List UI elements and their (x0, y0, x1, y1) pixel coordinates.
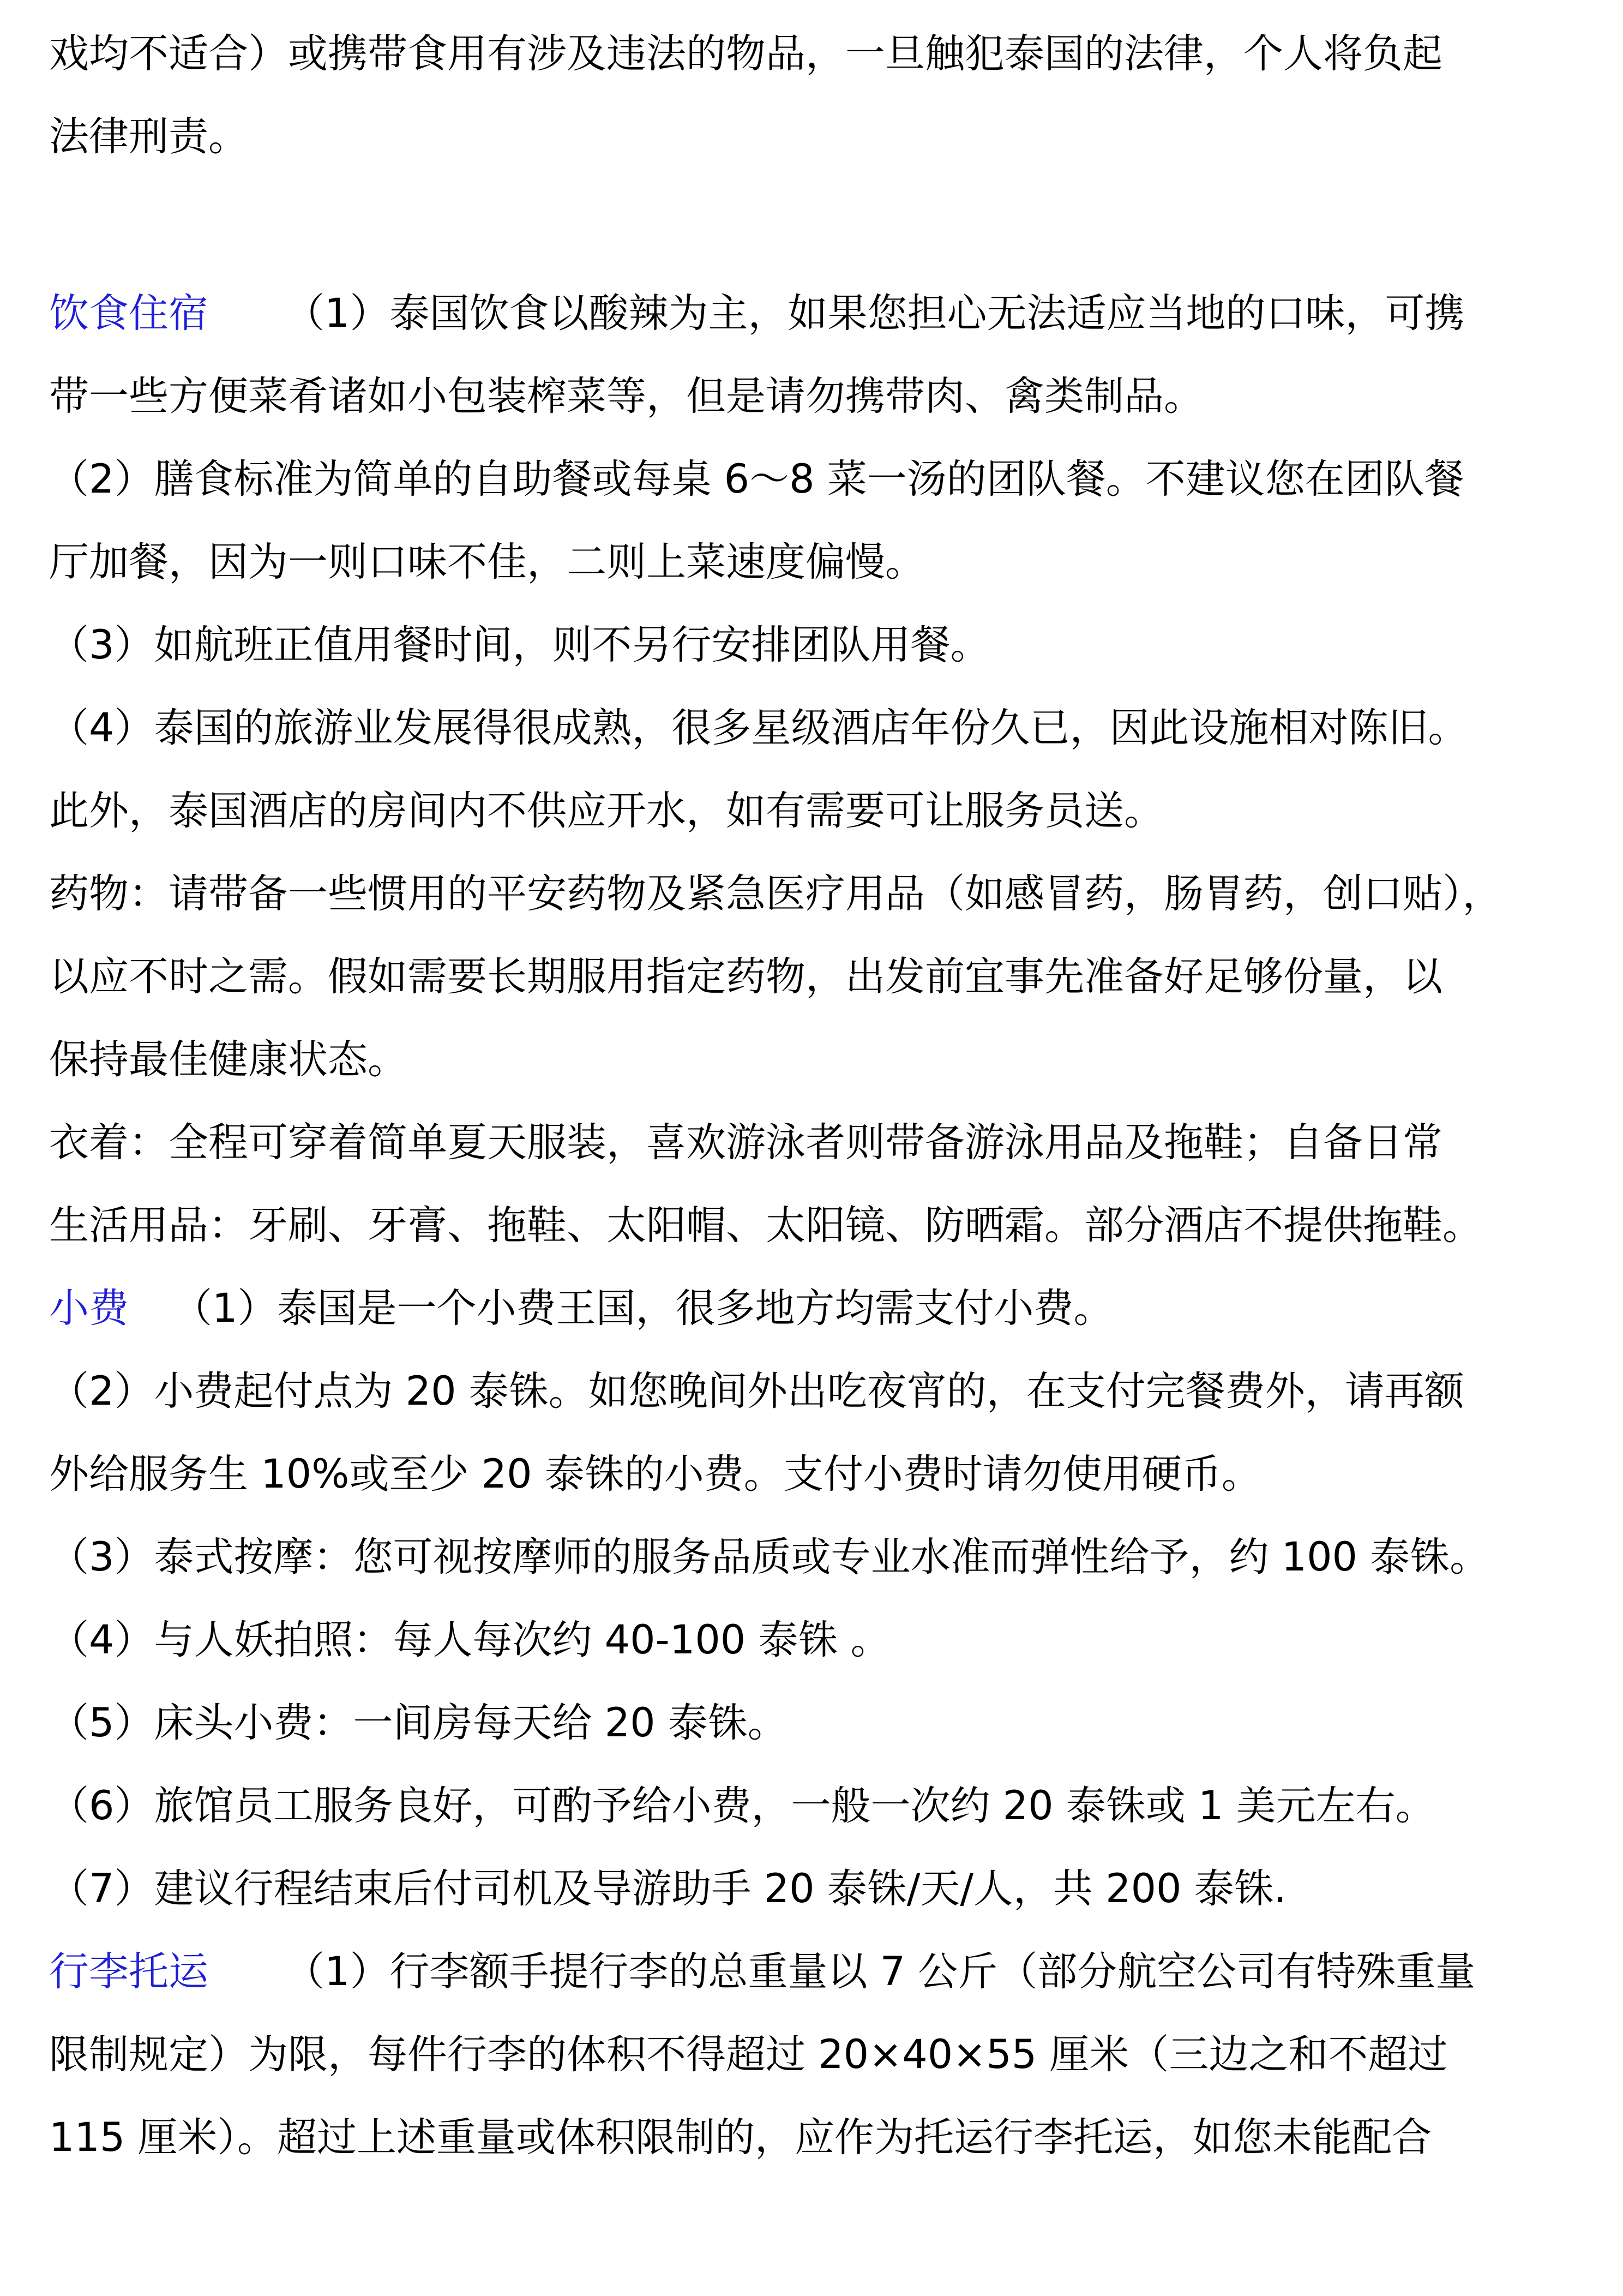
text-line: 饮食住宿 （1）泰国饮食以酸辣为主，如果您担心无法适应当地的口味，可携 (49, 290, 1465, 337)
text-line: 115 厘米）。超过上述重量或体积限制的，应作为托运行李托运，如您未能配合 (49, 2114, 1432, 2161)
text-line: （2）小费起付点为 20 泰铢。如您晚间外出吃夜宵的，在支付完餐费外，请再额 (49, 1368, 1464, 1414)
text-line: （2）膳食标准为简单的自助餐或每桌 6～8 菜一汤的团队餐。不建议您在团队餐 (49, 456, 1464, 502)
section-heading: 饮食住宿 (49, 290, 208, 337)
section-heading: 小费 (49, 1285, 129, 1332)
text-line: 小费 （1）泰国是一个小费王国，很多地方均需支付小费。 (49, 1285, 1114, 1332)
text-line: （3）泰式按摩：您可视按摩师的服务品质或专业水准而弹性给予，约 100 泰铢。 (49, 1534, 1490, 1580)
text-line: 生活用品：牙刷、牙膏、拖鞋、太阳帽、太阳镜、防晒霜。部分酒店不提供拖鞋。 (49, 1202, 1482, 1249)
text-line: 以应不时之需。假如需要长期服用指定药物，出发前宜事先准备好足够份量，以 (49, 954, 1442, 1000)
text-line: 法律刑责。 (49, 113, 248, 160)
text-line: 戏均不适合）或携带食用有涉及违法的物品，一旦触犯泰国的法律，个人将负起 (49, 31, 1442, 77)
text-line: 药物：请带备一些惯用的平安药物及紧急医疗用品（如感冒药，肠胃药，创口贴）， (49, 871, 1502, 917)
text-line: 保持最佳健康状态。 (49, 1036, 407, 1083)
text-line: 限制规定）为限，每件行李的体积不得超过 20×40×55 厘米（三边之和不超过 (49, 2031, 1448, 2078)
text-line: 外给服务生 10%或至少 20 泰铢的小费。支付小费时请勿使用硬币。 (49, 1451, 1261, 1497)
text-line: （5）床头小费：一间房每天给 20 泰铢。 (49, 1700, 788, 1746)
text-line: 衣着：全程可穿着简单夏天服装，喜欢游泳者则带备游泳用品及拖鞋；自备日常 (49, 1119, 1442, 1166)
text-line: （4）泰国的旅游业发展得很成熟，很多星级酒店年份久已，因此设施相对陈旧。 (49, 705, 1468, 751)
text-line: （4）与人妖拍照：每人每次约 40-100 泰铢 。 (49, 1617, 891, 1663)
text-line: （7）建议行程结束后付司机及导游助手 20 泰铢/天/人，共 200 泰铢. (49, 1866, 1287, 1912)
text-line: （3）如航班正值用餐时间，则不另行安排团队用餐。 (49, 622, 990, 668)
text-line: 带一些方便菜肴诸如小包装榨菜等，但是请勿携带肉、禽类制品。 (49, 373, 1204, 419)
section-heading: 行李托运 (49, 1949, 208, 1995)
text-line: 此外，泰国酒店的房间内不供应开水，如有需要可让服务员送。 (49, 788, 1164, 834)
text-line: （6）旅馆员工服务良好，可酌予给小费，一般一次约 20 泰铢或 1 美元左右。 (49, 1783, 1435, 1829)
text-line: 行李托运 （1）行李额手提行李的总重量以 7 公斤（部分航空公司有特殊重量 (49, 1949, 1476, 1995)
text-line: 厅加餐，因为一则口味不佳，二则上菜速度偏慢。 (49, 539, 925, 585)
